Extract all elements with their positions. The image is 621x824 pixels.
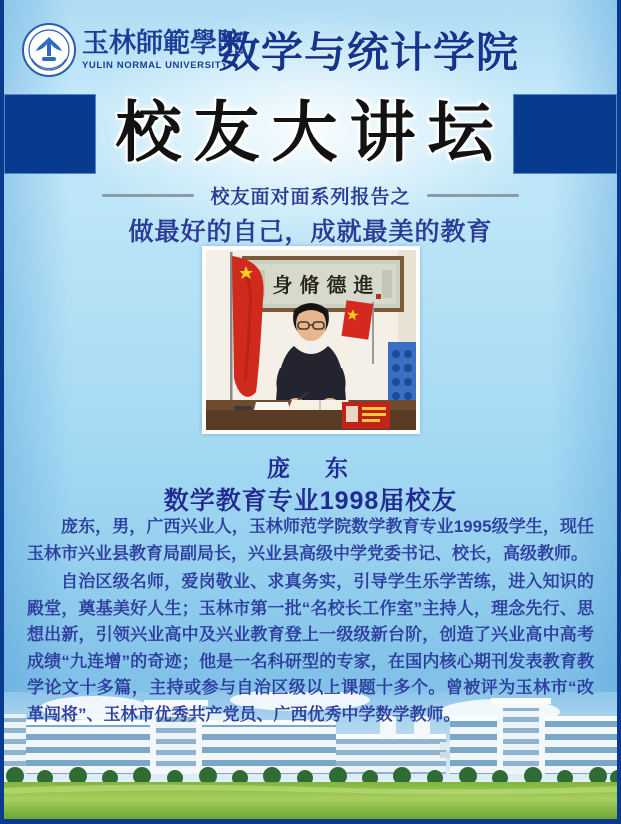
banner bbox=[0, 92, 621, 176]
calligraphy-text: 身 脩 德 進 bbox=[272, 273, 374, 297]
series-row bbox=[0, 182, 621, 209]
biography bbox=[27, 514, 594, 730]
left-edge-bar bbox=[0, 0, 4, 824]
header bbox=[22, 14, 611, 86]
calligraphy-frame bbox=[242, 256, 404, 312]
bio-paragraph-2: 自治区级名师，爱岗敬业、求真务实，引导学生乐学苦练，进入知识的殿堂，奠基美好人生；玉林市第一批“名校长工作室”主持人，理念先行、思想出新，引领兴业高中及兴业教育登上一级级新台阶，创造了兴业高中高考成绩“九连增”的奇迹；他是一名科研型的专家，在国内核心期刊发表教育教学论文十多篇，主持或参与自治区级以上课题十多个。曾被评为玉林市“改革闯将”、玉林市优秀共产党员、广西优秀中学数学教师。 bbox=[27, 572, 594, 724]
series-label: 校友面对面系列报告之 bbox=[210, 187, 411, 208]
university-name-cn: 玉林師範學院 bbox=[82, 28, 244, 59]
college-name: 数学与统计学院 bbox=[218, 29, 520, 76]
banner-title: 校友大讲坛 bbox=[115, 93, 506, 171]
right-edge-bar bbox=[617, 0, 621, 824]
right-rule bbox=[427, 194, 519, 197]
university-logo-icon bbox=[22, 23, 76, 77]
red-plaque bbox=[342, 402, 390, 429]
blue-organizer bbox=[388, 342, 416, 404]
speaker-photo bbox=[202, 246, 420, 434]
bio-paragraph-1: 庞东，男，广西兴业人，玉林师范学院数学教育专业1995级学生，现任玉林市兴业县教育局副局长，兴业县高级中学党委书记、校长，高级教师。 bbox=[27, 517, 594, 563]
speaker-class-title: 数学教育专业1998届校友 bbox=[163, 487, 458, 515]
speaker-name: 庞 东 bbox=[267, 455, 354, 481]
talk-title: 做最好的自己，成就最美的教育 bbox=[128, 218, 493, 246]
bottom-edge-bar bbox=[0, 819, 621, 824]
university-names bbox=[82, 28, 244, 71]
university-name-en: YULIN NORMAL UNIVERSITY bbox=[82, 60, 229, 71]
left-rule bbox=[102, 194, 194, 197]
